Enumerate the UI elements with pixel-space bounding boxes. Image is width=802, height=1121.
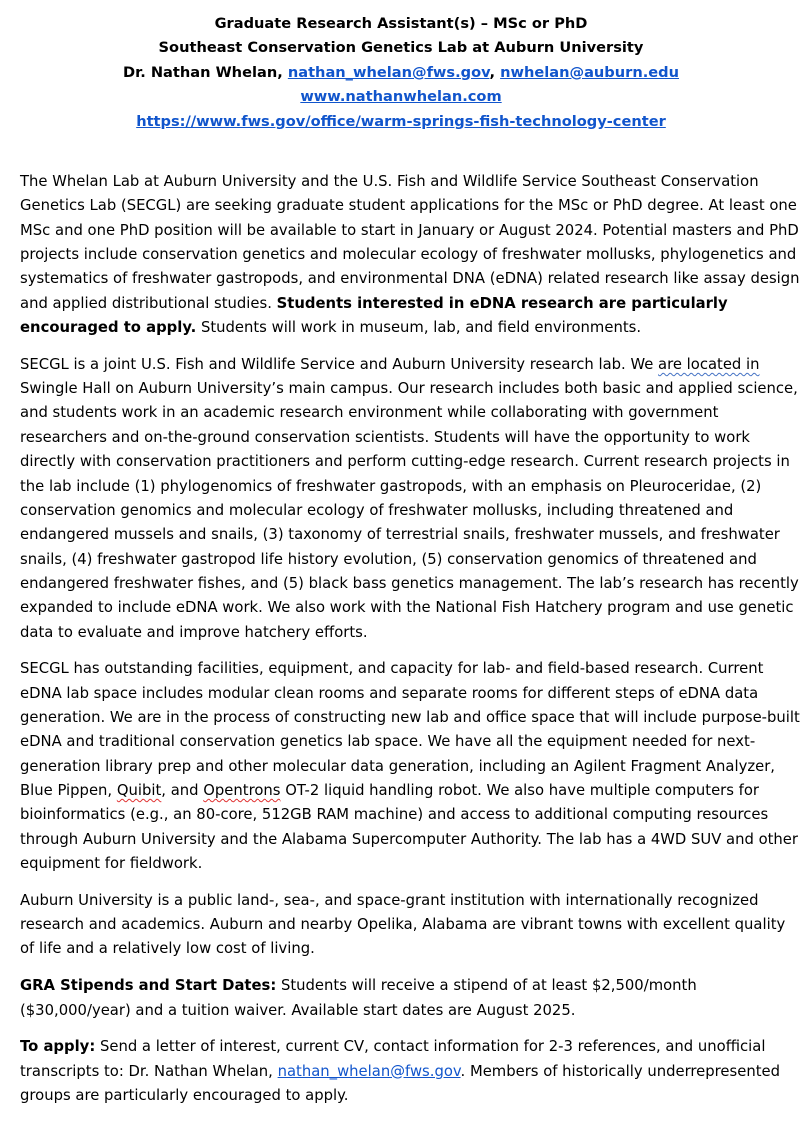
spelling-flagged-opentrons[interactable]: Opentrons [203,782,281,800]
apply-tail: . Members of historically underrepresented groups are particularly encouraged to apply. [20,1062,780,1104]
apply-heading: To apply: [20,1038,96,1056]
email-link-auburn[interactable]: nwhelan@auburn.edu [500,63,680,81]
email-link-fws[interactable]: nathan_whelan@fws.gov [287,63,490,81]
stipend-heading: GRA Stipends and Start Dates: [20,977,277,995]
contact-line [0,61,802,85]
document-body [20,170,802,1121]
secgl-paragraph [20,353,802,645]
auburn-paragraph [20,889,802,962]
stipend-paragraph [20,974,802,1023]
auburn-text: Auburn University is a public land-, sea-, and space-grant institution with internationally recognized research and academics. Auburn and nearby Opelika, Alabama are vibrant towns with excellent quality of life and a relatively low cost of living. [20,891,786,958]
grammar-flagged-phrase[interactable]: are located in [658,355,760,373]
document-header [0,12,802,134]
contact-name: Dr. Nathan Whelan, [122,63,288,81]
secgl-text-start: SECGL is a joint U.S. Fish and Wildlife Service and Auburn University research lab. We [20,355,659,373]
facilities-paragraph [20,657,802,876]
edna-emphasis: Students interested in eDNA research are particularly encouraged to apply. [20,294,728,337]
fws-url-line [0,110,802,134]
spelling-flagged-qubit[interactable]: Quibit [116,782,162,800]
facilities-text-start: SECGL has outstanding facilities, equipment, and capacity for lab- and field-based research. Current eDNA lab space includes modular clean rooms and separate rooms for different steps of eDNA data generation. We are in the process of constructing new lab and office space that will include purpose-built eDNA and traditional conservation genetics lab space. We have all the equipment needed for next-generation library prep and other molecular data generation, including an Agilent Fragment Analyzer, Blue Pippen, [20,660,800,800]
apply-paragraph [20,1035,802,1108]
secgl-text-rest: Swingle Hall on Auburn University’s main campus. Our research includes both basic and applied science, and students work in an academic research environment while collaborating with government researchers and on-the-ground conservation scientists. Students will have the opportunity to work directly with conservation practitioners and perform cutting-edge research. Current research projects in the lab include (1) phylogenomics of freshwater gastropods, with an emphasis on Pleuroceridae, (2) conservation genomics and molecular ecology of freshwater mollusks, including threatened and endangered mussels and snails, (3) taxonomy of terrestrial snails, freshwater mussels, and freshwater snails, (4) freshwater gastropod life history evolution, (5) conservation genomics of threatened and endangered freshwater fishes, and (5) black bass genetics management. The lab’s research has recently expanded to include eDNA work. We also work with the National Fish Hatchery program and use genetic data to evaluate and improve hatchery efforts. [20,380,799,641]
apply-text: Send a letter of interest, current CV, contact information for 2-3 references, and unofficial transcripts to: Dr. Nathan Whelan, [20,1038,766,1080]
intro-text: The Whelan Lab at Auburn University and the U.S. Fish and Wildlife Service Southeast Conservation Genetics Lab (SECGL) are seeking graduate student applications for the MSc or PhD degree. At least one MSc and one PhD position will be available to start in January or August 2024. Potential masters and PhD projects include conservation genetics and molecular ecology of freshwater mollusks, phylogenetics and systematics of freshwater gastropods, and environmental DNA (eDNA) related research like assay design and applied distributional studies. [20,173,800,312]
stipend-text: Students will receive a stipend of at least $2,500/month ($30,000/year) and a tuition waiver. Available start dates are August 2025. [20,977,697,1019]
fws-office-link[interactable]: https://www.fws.gov/office/warm-springs-fish-technology-center [136,112,666,130]
website-line [0,85,802,109]
job-title: Graduate Research Assistant(s) – MSc or PhD [214,15,588,32]
contact-separator: , [489,63,501,81]
intro-paragraph [20,170,802,340]
facilities-text-mid: , and [161,782,204,800]
lab-name: Southeast Conservation Genetics Lab at Auburn University [158,39,644,57]
intro-tail: Students will work in museum, lab, and field environments. [196,319,642,337]
apply-email-link[interactable]: nathan_whelan@fws.gov [277,1062,461,1080]
website-link[interactable]: www.nathanwhelan.com [300,88,502,106]
facilities-text-rest: OT-2 liquid handling robot. We also have multiple computers for bioinformatics (e.g., an 80-core, 512GB RAM machine) and access to additional computing resources through Auburn University and the Alabama Supercomputer Authority. The lab has a 4WD SUV and other equipment for fieldwork. [20,782,798,873]
